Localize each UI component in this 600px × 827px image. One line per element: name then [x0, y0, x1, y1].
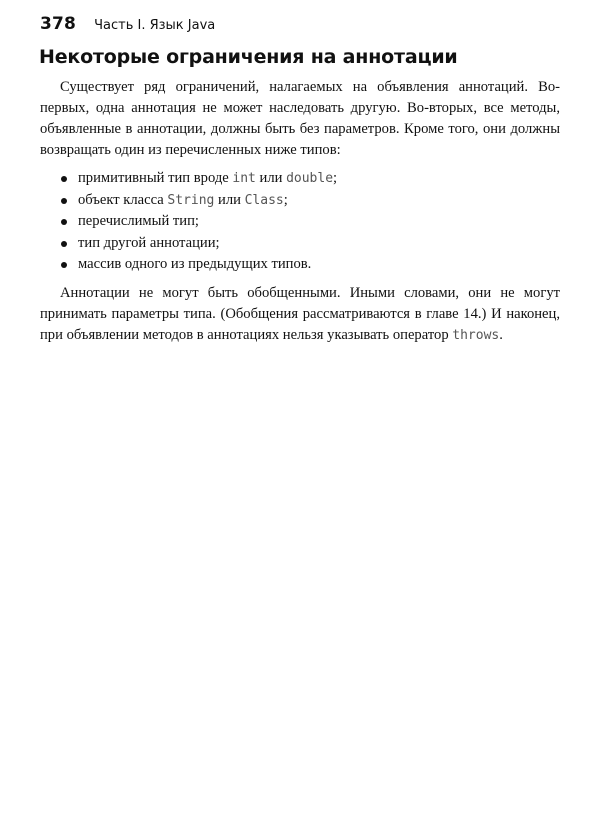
code-throws: throws	[452, 327, 500, 343]
list-item	[40, 233, 560, 255]
list-item-text: ;	[333, 170, 338, 186]
paragraph-end: .	[499, 326, 503, 343]
code-class: Class	[244, 192, 284, 208]
paragraph-restrictions: Существует ряд ограничений, налагаемых на объявления аннотаций. Во-первых, одна аннотация не может наследовать другую. Во-вторых, все методы, объявленные в аннотации, должны быть без параметров. Кроме того, они должны возвращать один из перечисленных ниже типов:	[40, 79, 560, 158]
list-item	[40, 254, 560, 276]
list-item	[40, 211, 560, 233]
code-int: int	[232, 171, 256, 186]
list-item-text: или	[255, 170, 287, 186]
bullet-icon	[61, 198, 67, 204]
list-item-text: тип другой аннотации;	[78, 234, 220, 251]
running-title: Часть I. Язык Java	[94, 18, 216, 33]
code-double: double	[286, 171, 334, 186]
running-head	[40, 14, 215, 36]
list-item	[40, 190, 560, 212]
list-item-text: примитивный тип вроде	[78, 170, 233, 186]
list-item-text: массив одного из предыдущих типов.	[78, 256, 312, 272]
bullet-icon	[61, 241, 67, 247]
list-item	[40, 168, 560, 190]
section-title: Некоторые ограничения на аннотации	[39, 46, 458, 68]
paragraph-text: Аннотации не могут быть обобщенными. Иными словами, они не могут принимать параметры типа. (Обобщения рассматриваются в главе 14.) И наконец, при объявлении методов в аннотациях нельзя указывать оператор	[40, 284, 560, 343]
list-item-text: или	[214, 191, 245, 208]
bullet-icon	[61, 219, 67, 225]
list-item-text: перечислимый тип;	[78, 213, 199, 229]
paragraph-generics	[40, 283, 560, 346]
body-text	[40, 77, 560, 346]
list-item-text: объект класса	[78, 191, 168, 208]
bullet-icon	[61, 176, 67, 182]
code-string: String	[167, 192, 215, 208]
list-item-text: ;	[283, 191, 288, 208]
page-number: 378	[40, 14, 77, 34]
return-types-list	[40, 168, 560, 276]
bullet-icon	[61, 262, 67, 268]
